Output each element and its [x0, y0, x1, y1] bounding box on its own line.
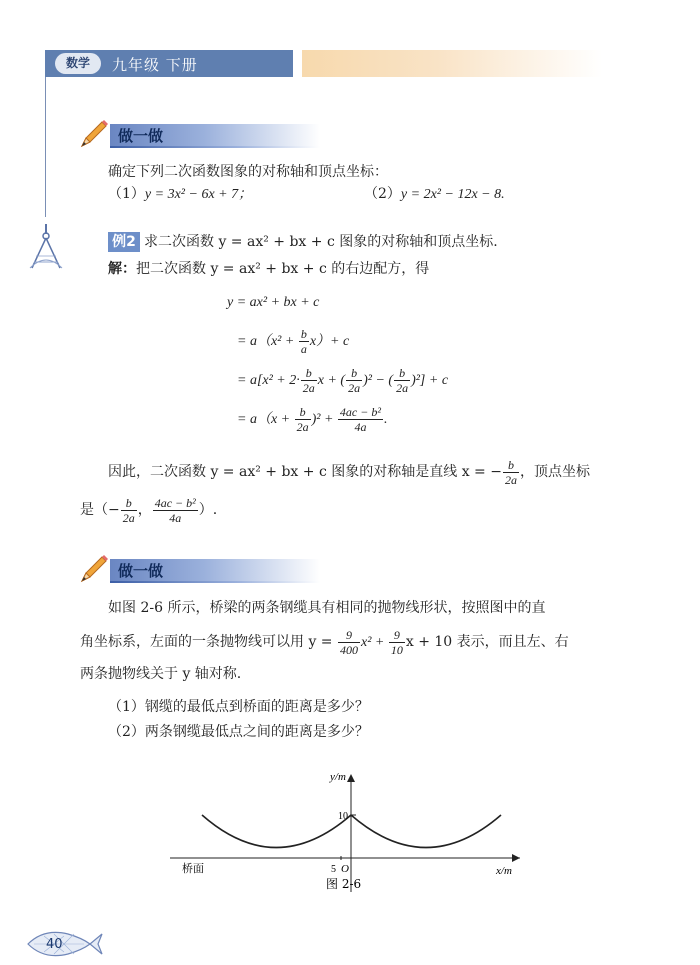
section-label: 做一做: [118, 562, 164, 580]
solution-line: [108, 259, 429, 279]
derivation-step-2: = a（x² + $\frac{b}{a}$ x）+ c: [237, 327, 350, 357]
right-cable: [351, 815, 501, 848]
item-expression: y = 3x² − 6x + 7；: [144, 187, 253, 202]
solution-text: 把二次函数 y = ax² + bx + c 的右边配方，得: [136, 261, 430, 277]
item-number: （2）: [364, 186, 401, 202]
x-tick-label: 5: [331, 864, 336, 875]
problem-line-2: 角坐标系，左面的一条抛物线可以用 y = $\frac{9}{400}$ x² + $\frac{9}{10}$ x + 10 表示，而且左、右: [80, 627, 569, 657]
derivation-step-4: = a（x + $\frac{b}{2a}$ )² + $\frac{\text{4ac − b²}}{4a}$ .: [237, 405, 388, 435]
example-question: 求二次函数 y = ax² + bx + c 图象的对称轴和顶点坐标.: [144, 234, 498, 250]
conclusion-line-1: 因此，二次函数 y = ax² + bx + c 图象的对称轴是直线 x = − $\frac{b}{2a}$ ，顶点坐标: [108, 457, 590, 487]
book-title: 九年级 下册: [112, 56, 198, 74]
pencil-icon: [78, 553, 110, 585]
left-cable: [202, 815, 351, 848]
fish-ornament-icon: [24, 926, 104, 962]
derivation-step-1: y = ax² + bx + c: [227, 295, 320, 310]
header-decoration: [302, 50, 602, 77]
bridge-figure: [170, 770, 530, 895]
section-heading-2: [110, 559, 320, 581]
conclusion-line-2: 是（− $\frac{b}{2a}$ ， $\frac{\text{4ac − b²}}{4a}$ ）.: [80, 495, 218, 525]
item-number: （1）: [108, 186, 145, 202]
section-label: 做一做: [118, 127, 164, 145]
page-number: 40: [46, 937, 63, 952]
origin-label: O: [341, 863, 349, 875]
problem-line-1: 如图 2-6 所示，桥梁的两条钢缆具有相同的抛物线形状，按照图中的直: [108, 600, 546, 616]
exercise-item-1: [108, 184, 252, 205]
exercise-item-2: [364, 184, 505, 205]
subject-badge: 数学: [55, 53, 101, 74]
item-expression: y = 2x² − 12x − 8.: [400, 187, 505, 202]
bridge-deck-label: 桥面: [182, 862, 204, 875]
margin-rule: [45, 77, 46, 217]
y-axis-arrow: [347, 774, 355, 782]
section1-prompt: 确定下列二次函数图象的对称轴和顶点坐标：: [108, 164, 388, 180]
figure-caption: 图 2-6: [326, 877, 362, 891]
problem-line-3: 两条抛物线关于 y 轴对称.: [80, 666, 242, 682]
section-heading-1: [110, 124, 320, 146]
question-2: （2）两条钢缆最低点之间的距离是多少？: [108, 724, 369, 740]
y-axis-label: y/m: [330, 771, 346, 783]
derivation-step-3: = a[x² + 2· $\frac{b}{2a}$ x + ( $\frac{b}{2a}$ )² − ( $\frac{b}{2a}$ )²] + c: [237, 366, 449, 396]
example-badge: 例2: [108, 232, 140, 252]
x-axis-label: x/m: [496, 865, 512, 877]
compass-icon: [26, 222, 66, 272]
pencil-icon: [78, 118, 110, 150]
y-tick-label: 10: [338, 811, 348, 822]
solution-label: 解：: [108, 261, 136, 277]
x-axis-arrow: [512, 854, 520, 862]
question-1: （1）钢缆的最低点到桥面的距离是多少？: [108, 699, 369, 715]
